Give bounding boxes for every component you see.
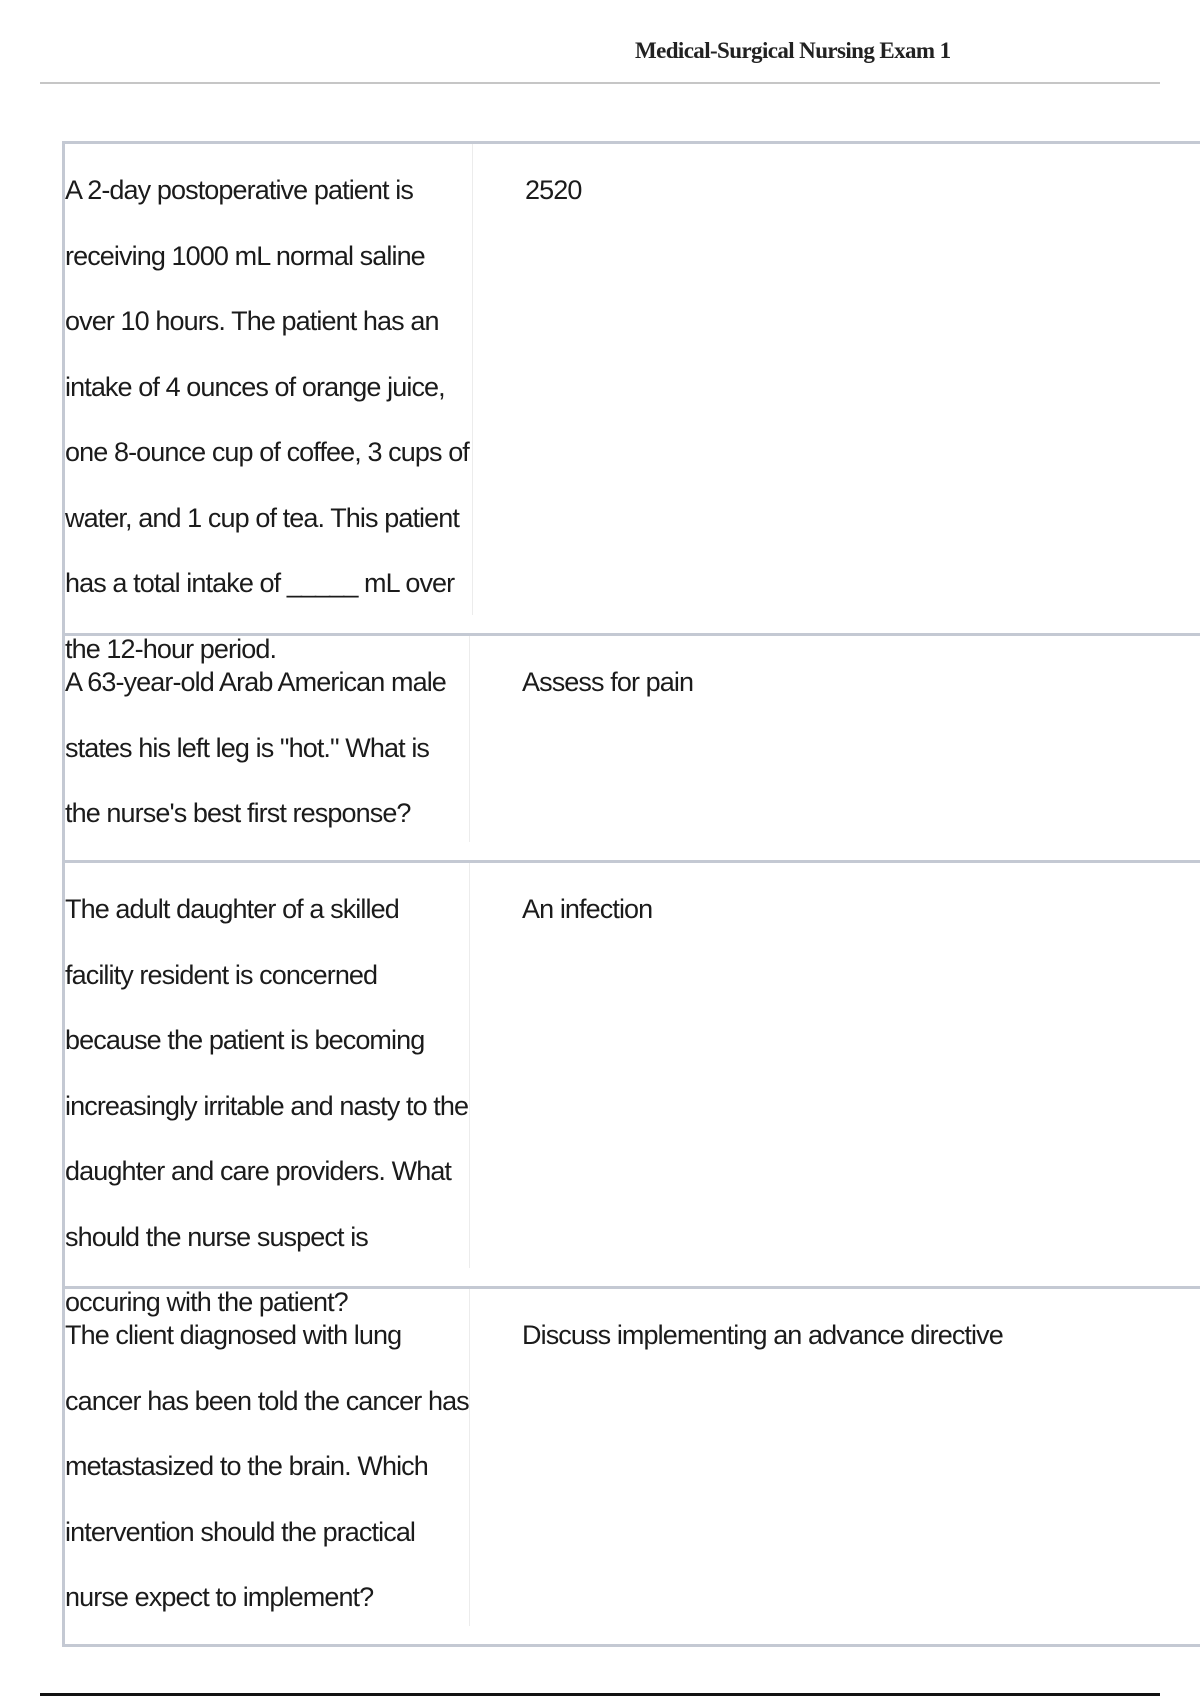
question-cell: The client diagnosed with lung cancer has been told the cancer has metastasized to the brain. Which intervention should the practical nurse expect to implement? [65, 1289, 470, 1626]
qa-table [62, 141, 1200, 1647]
question-cell: The adult daughter of a skilled facility resident is concerned because the patient is becoming increasingly irritable and nasty to the daughter and care providers. What should the nurse suspect is occuring with the patient? [65, 863, 470, 1268]
table-row [62, 1286, 1200, 1647]
table-row [62, 633, 1200, 860]
question-cell: A 2-day postoperative patient is receiving 1000 mL normal saline over 10 hours. The patient has an intake of 4 ounces of orange juice, one 8-ounce cup of coffee, 3 cups of water, and 1 cup of tea. This patient has a total intake of _____ mL over the 12-hour period. [65, 144, 473, 615]
page-title: Medical-Surgical Nursing Exam 1 [635, 38, 951, 63]
answer-cell: Discuss implementing an advance directive [522, 1320, 1003, 1350]
answer-cell: An infection [522, 894, 653, 924]
answer-cell: Assess for pain [522, 667, 694, 697]
table-row [62, 141, 1200, 664]
answer-cell: 2520 [525, 175, 582, 205]
page-header [40, 0, 1160, 84]
table-row [62, 860, 1200, 1317]
question-cell: A 63-year-old Arab American male states his left leg is "hot." What is the nurse's best first response? [65, 636, 470, 842]
footer-rule [40, 1693, 1160, 1696]
